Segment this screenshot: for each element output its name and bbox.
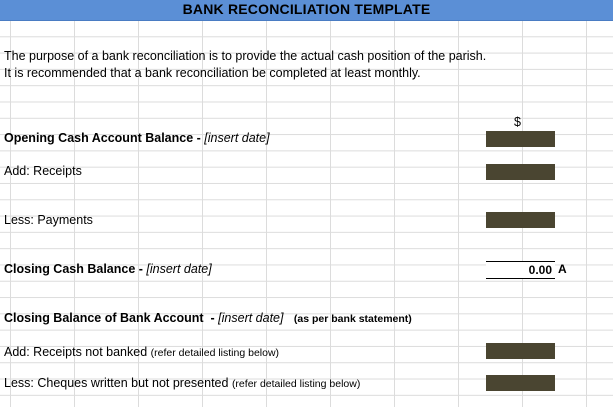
currency-header: $	[514, 115, 521, 129]
intro-line-2: It is recommended that a bank reconciliation be completed at least monthly.	[4, 66, 421, 80]
not-presented-note: (refer detailed listing below)	[231, 378, 361, 390]
opening-balance-cell[interactable]	[486, 131, 555, 147]
opening-balance-date: [insert date]	[204, 131, 270, 145]
closing-cash-sep: -	[135, 262, 147, 276]
receipts-label: Add: Receipts	[4, 164, 82, 178]
closing-bank-sep: -	[203, 311, 219, 325]
not-presented-label	[4, 376, 360, 390]
closing-bank-note: (as per bank statement)	[293, 313, 412, 325]
receipts-cell[interactable]	[486, 164, 555, 180]
not-banked-note: (refer detailed listing below)	[150, 347, 280, 359]
not-presented-text: Less: Cheques written but not presented	[4, 376, 229, 390]
not-banked-label	[4, 345, 279, 359]
not-banked-text: Add: Receipts not banked	[4, 345, 148, 359]
closing-cash-total-cell[interactable]	[486, 261, 555, 279]
closing-cash-tag: A	[558, 262, 567, 276]
closing-bank-label	[4, 311, 412, 325]
opening-balance-sep: -	[193, 131, 205, 145]
not-banked-cell[interactable]	[486, 343, 555, 359]
closing-cash-date: [insert date]	[146, 262, 212, 276]
opening-balance-label	[4, 131, 270, 145]
closing-cash-label	[4, 262, 212, 276]
closing-cash-value: 0.00	[528, 263, 552, 277]
title-bar	[0, 0, 613, 21]
sheet-title: BANK RECONCILIATION TEMPLATE	[182, 1, 431, 17]
opening-balance-text: Opening Cash Account Balance	[4, 131, 194, 145]
payments-cell[interactable]	[486, 212, 555, 228]
closing-bank-date: [insert date]	[218, 311, 284, 325]
not-presented-cell[interactable]	[486, 375, 555, 391]
closing-cash-text: Closing Cash Balance	[4, 262, 136, 276]
payments-label: Less: Payments	[4, 213, 93, 227]
closing-bank-text: Closing Balance of Bank Account	[4, 311, 204, 325]
intro-line-1: The purpose of a bank reconciliation is to provide the actual cash position of the parish.	[4, 49, 487, 63]
